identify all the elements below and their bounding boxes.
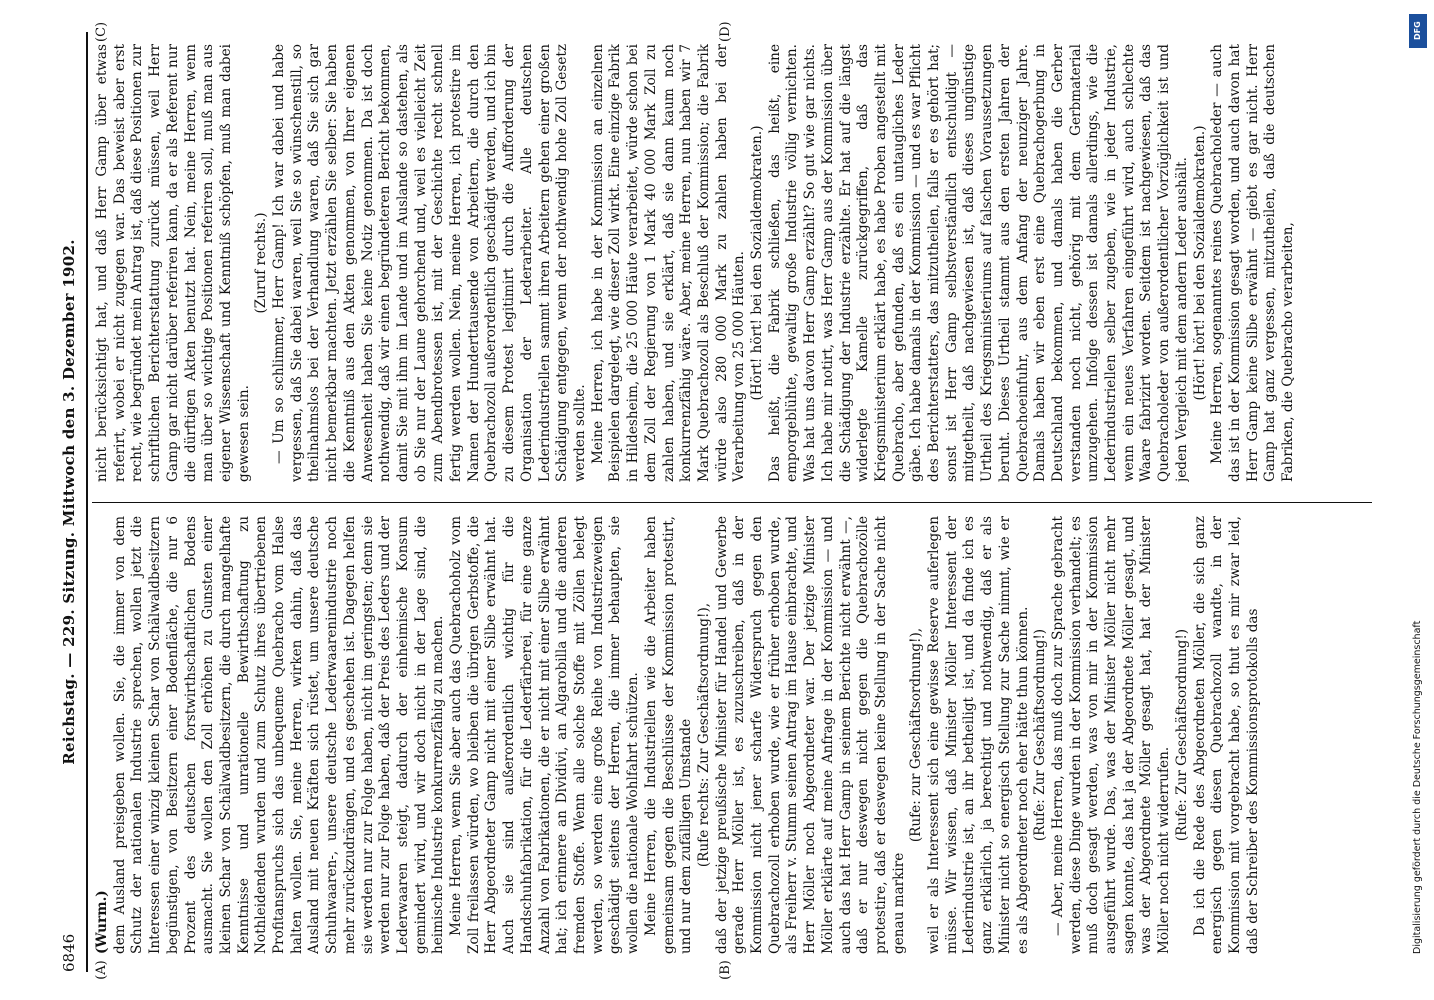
margin-mark-b: (B): [718, 960, 733, 980]
column-rule: [92, 502, 1372, 503]
speaker-tag: (Wurm.): [94, 890, 110, 954]
interjection: (Hört! hört! bei den Sozialdemokraten.): [1191, 125, 1208, 401]
margin-mark-d: (D): [718, 21, 733, 42]
running-title: Reichstag. — 229. Sitzung. Mittwoch den 3. Dezember 1902.: [60, 239, 78, 765]
right-text-column: [94, 44, 1374, 482]
left-text-column: [94, 516, 1374, 954]
paragraph: Meine Herren, sogenanntes reines Quebracholeder — auch das ist in der Kommission gesagt worden, und auch davon hat Herr Gamp keine Silbe erwähnt — giebt es gar nicht. Herr Gamp hat ganz vergessen, mitzutheilen, daß die deutschen Fabriken, die Quebracho verarbeiten,: [1209, 44, 1297, 482]
paragraph: nicht berücksichtigt hat, und daß Herr Gamp über etwas referirt, wobei er nicht zugegen war. Das beweist aber erst recht, wie begründet mein Antrag ist, daß diese Positionen zur schriftlichen Berichterstattung zurück müssen, weil Herr Gamp gar nicht darüber referiren kann, da er als Referent nur die dürftigen Akten benutzt hat. Nein, meine Herren, wenn man über so wichtige Positionen referiren soll, muß man aus eigener Wissenschaft und Kenntniß schöpfen, muß man dabei gewesen sein.: [94, 44, 252, 482]
interjection: (Rufe: zur Geschäftsordnung!),: [908, 627, 925, 843]
paragraph: Das heißt, die Fabrik schließen, das heißt, eine emporgeblühte, gewaltig große Industrie völlig vernichten. Was hat uns davon Herr Gamp erzählt? So gut wie gar nichts. Ich habe mir notirt, was Herr Gamp aus der Kommission über die Schädigung der Industrie erzählte. Er hat auf die längst widerlegte Kamelle zurückgegriffen, daß das Kriegsministerium erklärt habe, es habe Proben angestellt mit Quebracho, aber gefunden, daß es ein untaugliches Leder gäbe. Ich habe damals in der Kommission — und es war Pflicht des Berichterstatters, das mitzutheilen, falls er es gehört hat; sonst ist Herr Gamp selbstverständlich entschuldigt — mitgetheilt, daß nachgewiesen ist, daß dieses ungünstige Urtheil des Kriegsministeriums auf falschen Voraussetzungen beruht. Dieses Urtheil stammt aus den ersten Jahren der Quebrachoeinfuhr, aus dem Anfang der neunziger Jahre. Damals haben wir eben erst eine Quebrachogerbung in Deutschland bekommen, und damals haben die Gerber verstanden noch nicht, gehörig mit dem Gerbmaterial umzugehen. Infolge dessen ist damals allerdings, wie die Lederindustriellen selber zugeben, wie in jeder Industrie, wenn ein neues Verfahren eingeführt wird, auch schlechte Waare fabrizirt worden. Seitdem ist nachgewiesen, daß das Quebracholeder von außerordentlicher Vorzüglichkeit ist und jeden Vergleich mit dem andern Leder aushält.: [766, 44, 1190, 482]
interjection: (Rufe rechts: Zur Geschäftsordnung!),: [695, 602, 712, 868]
paragraph: Meine Herren, wenn Sie aber auch das Quebrachoholz vom Zoll freilassen würden, wo bleiben die übrigen Gerbstoffe, die Herr Abgeordneter Gamp nicht mit einer Silbe erwähnt hat. Auch sie sind außerordentlich wichtig für die Handschuhfabrikation, für die Lederfärberei, für eine ganze Anzahl von Fabrikationen, die er nicht mit einer Silbe erwähnt hat; ich erinnere an Dividivi, an Algarobilla und die anderen fremden Stoffe. Wenn alle solche Stoffe mit Zöllen belegt werden, so werden eine große Reihe von Industriezweigen geschädigt seitens der Herren, die immer behaupten, sie wollen die nationale Wohlfahrt schützen.: [448, 516, 642, 954]
digitization-note: [1405, 10, 1431, 990]
paragraph: — Aber, meine Herren, das muß doch zur Sprache gebracht werden, diese Dinge wurden in der Kommission verhandelt; es muß doch gesagt werden, was von mir in der Kommission ausgeführt wurde. Das, was der Minister Möller nicht mehr sagen konnte, das hat ja der Abgeordnete Möller gesagt, und was der Abgeordnete Möller gesagt hat, hat der Minister Möller noch nicht widerrufen.: [1049, 516, 1173, 954]
paragraph: Meine Herren, die Industriellen wie die Arbeiter haben gemeinsam gegen die Beschlüsse der Kommission protestirt, und nur dem zufälligen Umstande: [642, 516, 695, 954]
scanned-page: [58, 21, 1388, 980]
dfg-logo: DFG: [1409, 14, 1427, 48]
page-header: [58, 32, 84, 972]
interjection: (Rufe: Zur Geschäftsordnung!): [1032, 628, 1049, 842]
interjection: (Rufe: Zur Geschäftsordnung!): [1173, 628, 1190, 842]
paragraph: Da ich die Rede des Abgeordneten Möller, die sich ganz energisch gegen diesen Quebrachozoll wandte, in der Kommission mit vorgebracht habe, so thut es mir zwar leid, daß der Schreiber des Kommissionsprotokolls das: [1191, 516, 1261, 954]
paragraph: — Um so schlimmer, Herr Gamp! Ich war dabei und habe vergessen, daß Sie dabei waren, weil Sie so wünschenstill, so theilnahmslos bei der Verhandlung waren, daß Sie sich gar nicht bemerkbar machten. Jetzt erzählen Sie selber: Sie haben die Kenntniß aus den Akten genommen, von Ihrer eigenen Anwesenheit haben Sie keine Notiz genommen. Da ist doch nothwendig, daß wir einen begründeteren Bericht bekommen, damit Sie mit ihm im Lande und im Auslande so dastehen, als ob Sie nur der Laune gehorchend und, weil es vielleicht Zeit zum Abendbrotessen ist, mit der Geschichte recht schnell fertig werden wollen. Nein, meine Herren, ich protestire im Namen der Hunderttausende von Arbeitern, die durch den Quebrachozoll außerordentlich geschädigt werden, und ich bin zu diesem Protest legitimirt durch die Aufforderung der Organisation der Lederarbeiter. Alle deutschen Lederindustriellen sammt ihren Arbeitern gehen einer großen Schädigung entgegen, wenn der nothwendig hohe Zoll Gesetz werden sollte.: [271, 44, 588, 482]
header-rule: [86, 32, 88, 972]
digitization-credit: Digitalisierung gefördert durch die Deutsche Forschungsgemeinschaft: [1412, 620, 1423, 954]
paragraph: dem Ausland preisgeben wollen. Sie, die immer von dem Schutz der nationalen Industrie sprechen, wollen jetzt die Interessen einer winzig kleinen Schar von Schälwaldbesitzern begünstigen, von Besitzern einer Bodenfläche, die nur 6 Prozent des deutschen forstwirthschaftlichen Bodens ausmacht. Sie wollen den Zoll erhöhen zu Gunsten einer kleinen Schar von Schälwaldbesitzern, die durch mangelhafte Kenntnisse und unrationelle Bewirthschaftung zu Nothleidenden wurden und zum Schutz ihres übertriebenen Profitanspruchs sich das unbequeme Quebracho vom Halse halten wollen. Sie, meine Herren, wirken dahin, daß das Ausland mit neuen Kräften sich rüstet, um unsere deutsche Schuhwaaren-, unsere deutsche Lederwaarenindustrie noch mehr zurückzudrängen, und es geschehen ist. Dagegen helfen sie werden nur zur Folge haben, nicht im geringsten; denn sie werden nur zur Folge haben, daß der Preis des Leders und der Lederwaaren steigt, dadurch der einheimische Konsum gemindert wird, und wir doch nicht in der Lage sind, die heimische Industrie konkurrenzfähig zu machen.: [111, 516, 447, 954]
page-number: 6846: [60, 933, 78, 972]
margin-mark-a: (A): [94, 960, 109, 980]
paragraph: weil er als Interessent sich eine gewisse Reserve auferlegen müsse. Wir wissen, daß Minister Möller Interessent der Lederindustrie ist, an ihr betheiligt ist, und da finde ich es ganz erklärlich, ja berechtigt und nothwendig, daß er als Minister nicht so energisch Stellung zur Sache nimmt, wie er es als Abgeordneter noch eher hätte thun können.: [926, 516, 1031, 954]
paragraph: Meine Herren, ich habe in der Kommission an einzelnen Beispielen dargelegt, wie dieser Zoll wirkt. Eine einzige Fabrik in Hildesheim, die 25 000 Häute verarbeitet, würde schon bei dem Zoll der Regierung von 1 Mark 40 000 Mark Zoll zu zahlen haben, und sie erklärt, daß sie dann kaum noch konkurrenzfähig wäre. Aber, meine Herren, nun haben wir 7 Mark Quebrachozoll als Beschluß der Kommission; die Fabrik würde also 280 000 Mark zu zahlen haben bei der Verarbeitung von 25 000 Häuten.: [589, 44, 748, 482]
paragraph: daß der jetzige preußische Minister für Handel und Gewerbe gerade Herr Möller ist, es zuzuschreiben, daß in der Kommission nicht jener scharfe Widerspruch gegen den Quebrachozoll erhoben wurde, wie er früher erhoben wurde, als Freiherr v. Stumm seinen Antrag im Hause einbrachte, und Herr Möller noch Abgeordneter war. Der jetzige Minister Möller erklärte auf meine Anfrage in der Kommission — und auch das hat Herr Gamp in seinem Berichte nicht erwähnt —, daß er nur deswegen nicht gegen die Quebrachozölle protestire, daß er deswegen keine Stellung in der Sache nicht genau markire: [713, 516, 907, 954]
interjection: (Hört! hört! bei den Sozialdemokraten.): [749, 125, 766, 401]
margin-mark-c: (C): [94, 21, 109, 42]
interjection: (Zuruf rechts.): [253, 212, 270, 314]
